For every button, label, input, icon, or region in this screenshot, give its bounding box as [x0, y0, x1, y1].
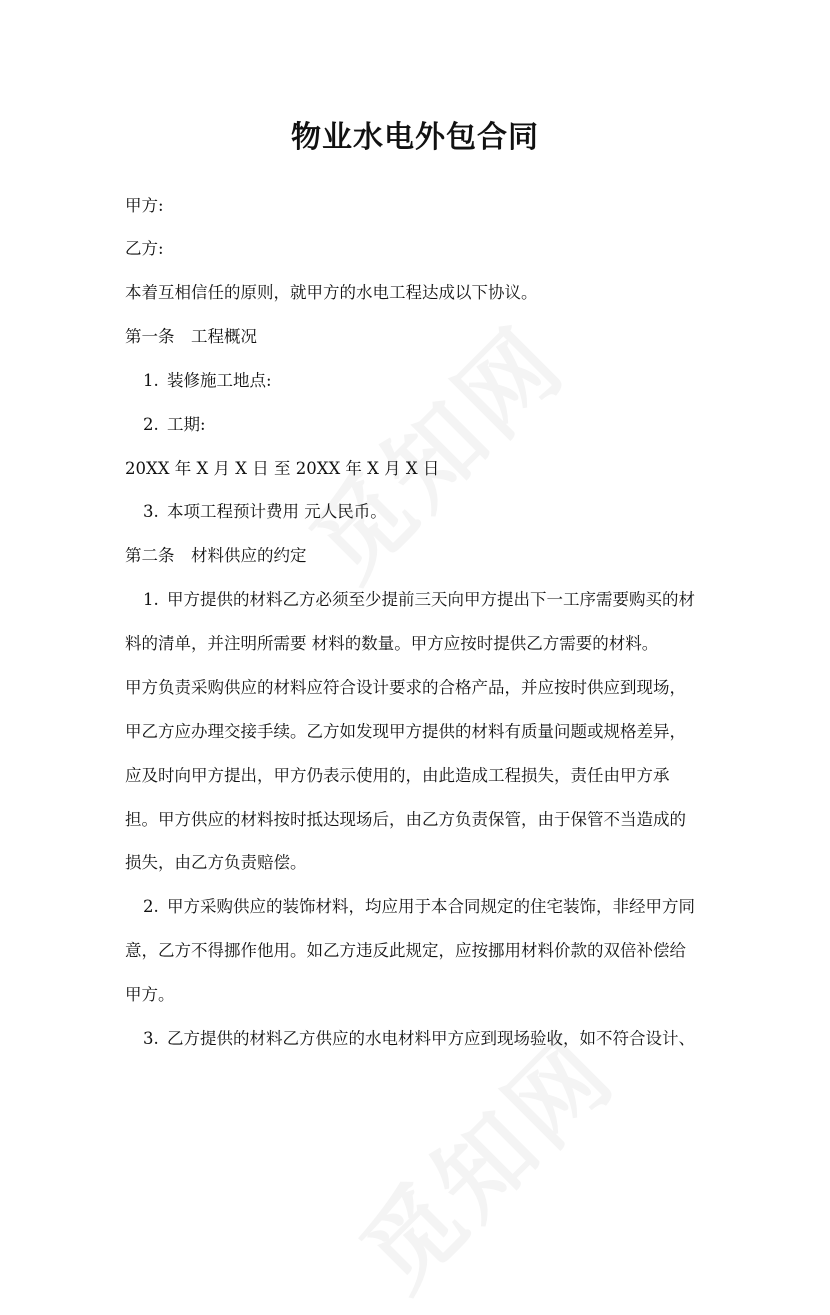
article-1-item-1: [143, 369, 272, 393]
article-2-heading: 第二条 材料供应的约定: [125, 546, 307, 565]
article-2-item-2-cont: 甲方。: [125, 985, 175, 1004]
list-text: 装修施工地点:: [167, 371, 272, 390]
article-1-item-2: [143, 413, 206, 437]
list-number: 3.: [143, 1029, 159, 1048]
page-title: 物业水电外包合同: [291, 120, 539, 155]
construction-period: 20XX 年 X 月 X 日 至 20XX 年 X 月 X 日: [125, 459, 440, 478]
preamble: 本着互相信任的原则，就甲方的水电工程达成以下协议。: [125, 283, 538, 302]
watermark: [276, 292, 589, 605]
paragraph-line: 甲方负责采购供应的材料应符合设计要求的合格产品，并应按时供应到现场，: [125, 678, 686, 697]
article-2-item-2: [143, 895, 695, 919]
list-number: 3.: [143, 502, 159, 521]
list-number: 2.: [143, 897, 159, 916]
party-a-line: 甲方:: [125, 196, 164, 215]
list-text: 甲方采购供应的装饰材料，均应用于本合同规定的住宅装饰，非经甲方同: [167, 897, 695, 916]
list-text: 工期:: [167, 415, 206, 434]
list-text: 甲方提供的材料乙方必须至少提前三天向甲方提出下一工序需要购买的材: [167, 590, 695, 609]
list-number: 1.: [143, 371, 159, 390]
list-text: 本项工程预计费用 元人民币。: [167, 502, 387, 521]
paragraph-line: 应及时向甲方提出，甲方仍表示使用的，由此造成工程损失，责任由甲方承: [125, 766, 670, 785]
article-1-item-3: [143, 500, 387, 524]
paragraph-line: 担。甲方供应的材料按时抵达现场后，由乙方负责保管，由于保管不当造成的: [125, 810, 686, 829]
paragraph-line: 损失，由乙方负责赔偿。: [125, 853, 307, 872]
article-2-item-2-cont: 意，乙方不得挪作他用。如乙方违反此规定，应按挪用材料价款的双倍补偿给: [125, 941, 686, 960]
list-number: 2.: [143, 415, 159, 434]
paragraph-line: 甲乙方应办理交接手续。乙方如发现甲方提供的材料有质量问题或规格差异，: [125, 722, 686, 741]
article-2-item-1: [143, 588, 695, 612]
list-text: 乙方提供的材料乙方供应的水电材料甲方应到现场验收，如不符合设计、: [167, 1029, 695, 1048]
article-1-heading: 第一条 工程概况: [125, 327, 257, 346]
party-b-line: 乙方:: [125, 239, 164, 258]
article-2-item-3: [143, 1027, 695, 1051]
list-number: 1.: [143, 590, 159, 609]
article-2-item-1-cont: 料的清单，并注明所需要 材料的数量。甲方应按时提供乙方需要的材料。: [125, 634, 659, 653]
